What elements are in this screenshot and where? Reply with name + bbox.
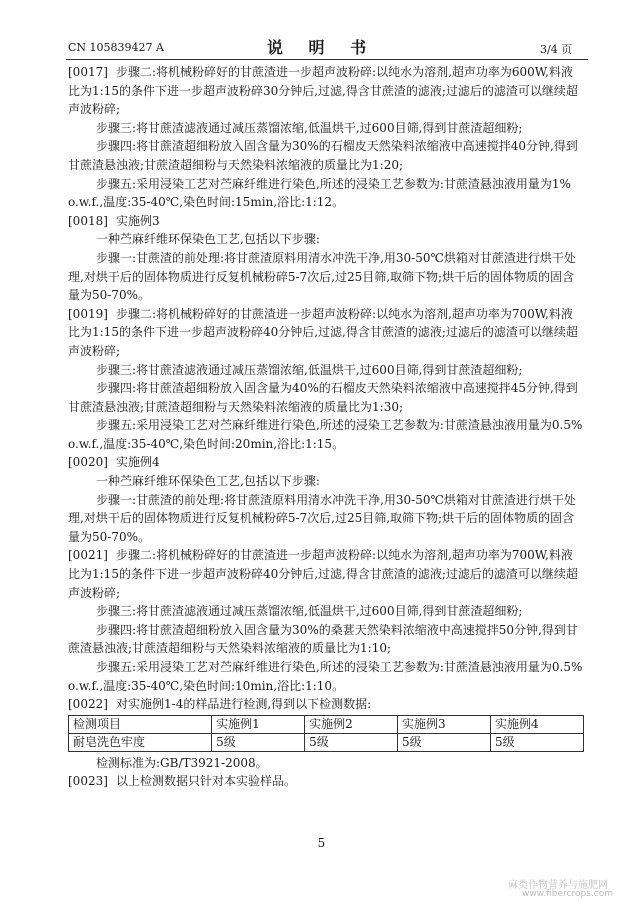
table-header-row bbox=[69, 715, 584, 733]
table-cell: 实施例4 bbox=[491, 715, 584, 733]
table-cell: 5级 bbox=[398, 733, 491, 751]
table-cell: 5级 bbox=[212, 733, 305, 751]
paragraph-text: 对实施例1-4的样品进行检测,得到以下检测数据: bbox=[116, 697, 372, 712]
paragraph-0018 bbox=[68, 212, 584, 231]
paragraph: 步骤四:将甘蔗渣超细粉放入固含量为30%的桑葚天然染料浓缩液中高速搅拌50分钟,得到甘蔗渣悬浊液;甘蔗渣超细粉与天然染料浓缩液的质量比为1:10; bbox=[68, 622, 578, 656]
paragraph: 步骤一:甘蔗渣的前处理:将甘蔗渣原料用清水冲洗干净,用30-50℃烘箱对甘蔗渣进行烘干处理,对烘干后的固体物质进行反复机械粉碎5-7次后,过25目筛,取筛下物;烘干后的固体物质的固含量为50-70%。 bbox=[68, 492, 576, 544]
paragraph-number: [0021] bbox=[68, 548, 108, 563]
paragraph: 一种苎麻纤维环保染色工艺,包括以下步骤: bbox=[96, 474, 320, 489]
paragraph-0020 bbox=[68, 453, 584, 472]
watermark-url: www.fibercrops.com bbox=[522, 889, 613, 899]
table-cell: 耐皂洗色牢度 bbox=[69, 733, 212, 751]
paragraph: 步骤五:采用浸染工艺对苎麻纤维进行染色,所述的浸染工艺参数为:甘蔗渣悬浊液用量为0.5% o.w.f.,温度:35-40℃,染色时间:10min,浴比:1:10。 bbox=[68, 660, 583, 693]
paragraph: 步骤三:将甘蔗渣滤液通过减压蒸馏浓缩,低温烘干,过600目筛,得到甘蔗渣超细粉; bbox=[96, 362, 523, 377]
paragraph: 步骤三:将甘蔗渣滤液通过减压蒸馏浓缩,低温烘干,过600目筛,得到甘蔗渣超细粉; bbox=[96, 120, 523, 135]
results-table bbox=[68, 715, 584, 752]
paragraph-number: [0022] bbox=[68, 697, 108, 712]
paragraph-text: 步骤二:将机械粉碎好的甘蔗渣进一步超声波粉碎:以纯水为溶剂,超声功率为700W,料液比为1:15的条件下进一步超声波粉碎40分钟后,过滤,得含甘蔗渣的滤液;过滤后的滤渣可以继续超声波粉碎; bbox=[68, 548, 578, 600]
paragraph: 一种苎麻纤维环保染色工艺,包括以下步骤: bbox=[96, 232, 320, 247]
paragraph-number: [0017] bbox=[68, 65, 108, 79]
paragraph: 步骤三:将甘蔗渣滤液通过减压蒸馏浓缩,低温烘干,过600目筛,得到甘蔗渣超细粉; bbox=[96, 604, 523, 619]
watermark-text: 麻类作物营养与施肥网 bbox=[508, 880, 608, 891]
paragraph-0023 bbox=[68, 772, 584, 791]
paragraph: 步骤五:采用浸染工艺对苎麻纤维进行染色,所述的浸染工艺参数为:甘蔗渣悬浊液用量为0.5% o.w.f.,温度:35-40℃,染色时间:20min,浴比:1:15。 bbox=[68, 418, 583, 451]
table-cell: 实施例3 bbox=[398, 715, 491, 733]
paragraph-number: [0019] bbox=[68, 306, 108, 321]
table-cell: 5级 bbox=[491, 733, 584, 751]
paragraph-text: 步骤二:将机械粉碎好的甘蔗渣进一步超声波粉碎:以纯水为溶剂,超声功率为600W,料液比为1:15的条件下进一步超声波粉碎30分钟后,过滤,得含甘蔗渣的滤液;过滤后的滤渣可以继续超声波粉碎; bbox=[68, 65, 578, 117]
document-title: 说 明 书 bbox=[266, 38, 377, 57]
paragraph-0021 bbox=[68, 546, 584, 602]
page-info: 3/4 页 bbox=[540, 43, 573, 56]
patent-number: CN 105839427 A bbox=[68, 41, 164, 54]
paragraph-text: 以上检测数据只针对本实验样品。 bbox=[116, 774, 297, 789]
paragraph-0019 bbox=[68, 305, 584, 361]
paragraph: 步骤四:将甘蔗渣超细粉放入固含量为30%的石榴皮天然染料浓缩液中高速搅拌40分钟,得到甘蔗渣悬浊液;甘蔗渣超细粉与天然染料浓缩液的质量比为1:20; bbox=[68, 139, 578, 172]
document-body bbox=[68, 63, 584, 791]
table-cell: 检测项目 bbox=[69, 715, 212, 733]
table-cell: 实施例1 bbox=[212, 715, 305, 733]
page-number: 5 bbox=[317, 836, 326, 850]
paragraph-text: 实施例3 bbox=[116, 213, 160, 228]
table-cell: 实施例2 bbox=[305, 715, 398, 733]
table-cell: 5级 bbox=[305, 733, 398, 751]
paragraph-0022 bbox=[68, 695, 584, 714]
paragraph-0017 bbox=[68, 63, 584, 119]
test-standard: 检测标准为:GB/T3921-2008。 bbox=[96, 755, 268, 770]
paragraph: 步骤五:采用浸染工艺对苎麻纤维进行染色,所述的浸染工艺参数为:甘蔗渣悬浊液用量为1% o.w.f.,温度:35-40℃,染色时间:15min,浴比:1:12。 bbox=[68, 176, 571, 210]
paragraph-number: [0018] bbox=[68, 213, 108, 228]
header-divider bbox=[66, 59, 588, 60]
table-row bbox=[69, 733, 584, 751]
paragraph: 步骤四:将甘蔗渣超细粉放入固含量为40%的石榴皮天然染料浓缩液中高速搅拌45分钟,得到甘蔗渣悬浊液;甘蔗渣超细粉与天然染料浓缩液的质量比为1:30; bbox=[68, 381, 578, 414]
paragraph-text: 实施例4 bbox=[116, 455, 160, 470]
paragraph-number: [0023] bbox=[68, 774, 108, 789]
paragraph-number: [0020] bbox=[68, 455, 108, 470]
paragraph: 步骤一:甘蔗渣的前处理:将甘蔗渣原料用清水冲洗干净,用30-50℃烘箱对甘蔗渣进行烘干处理,对烘干后的固体物质进行反复机械粉碎5-7次后,过25目筛,取筛下物;烘干后的固体物质的固含量为50-70%。 bbox=[68, 250, 576, 303]
paragraph-text: 步骤二:将机械粉碎好的甘蔗渣进一步超声波粉碎:以纯水为溶剂,超声功率为700W,料液比为1:15的条件下进一步超声波粉碎40分钟后,过滤,得含甘蔗渣的滤液;过滤后的滤渣可以继续超声波粉碎; bbox=[68, 306, 578, 358]
